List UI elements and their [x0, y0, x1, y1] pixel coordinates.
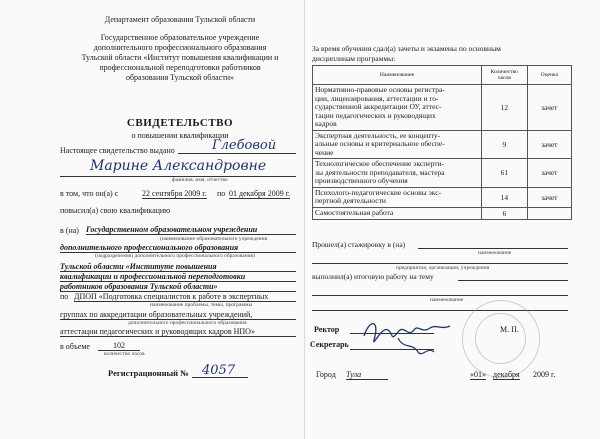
reg-number-handwritten: 4057: [202, 363, 236, 378]
seal-place: М. П.: [500, 325, 519, 334]
discipline-hours: 6: [482, 207, 527, 219]
discipline-name-line: Самостоятельная работа: [315, 207, 394, 217]
secretary-label: Секретарь: [310, 340, 349, 349]
internship-caption-2: предприятия, организации, учреждения: [396, 265, 490, 271]
reg-label: Регистрационный №: [108, 368, 189, 378]
header-mark: Оценка: [527, 66, 571, 85]
final-work-line-1: [458, 280, 568, 281]
institution-header-1: Государственное образовательное учреждение: [100, 33, 260, 42]
discipline-name: [313, 85, 482, 131]
internship-line-2: [312, 263, 568, 264]
institution-header-3: Тульской области «Институт повышения квалификации и: [81, 53, 279, 62]
discipline-mark: [527, 207, 571, 219]
program-line-1: ДПОП «Подготовка специалистов к работе в экспертных: [74, 292, 296, 302]
date-to: 01 декабря 2009 г.: [229, 189, 291, 198]
discipline-name-line: Нормативно-правовые основы регистра-: [315, 85, 445, 94]
surname-line: [178, 153, 296, 154]
certificate-subtitle: о повышении квалификации: [131, 131, 229, 140]
date-month: декабря: [493, 370, 520, 379]
date-from: 22 сентября 2009 г.: [142, 189, 207, 198]
exams-intro-2: дисциплинам программы:: [312, 54, 396, 63]
table-row: [313, 207, 572, 219]
improved-label: повысил(а) свою квалификацию: [60, 206, 171, 215]
city-value: Тула: [346, 370, 388, 380]
discipline-name-line: сударственной аккредитации ОУ, аттес-: [315, 102, 442, 111]
discipline-name-line: Технологическое обеспечение эксперти-: [315, 159, 445, 168]
volume-value: 102: [98, 341, 140, 351]
discipline-name-line: зы деятельности преподавателя, мастера: [315, 167, 445, 177]
discipline-name-line: Экспертная деятельность, ее концепту-: [315, 130, 441, 140]
program-caption-2: дополнительного профессионального образования: [128, 320, 247, 326]
discipline-name-line: производственного обучения: [315, 176, 408, 185]
institution-caption-1: (наименование образовательного учреждения: [160, 236, 268, 242]
discipline-name-line: чение: [315, 147, 334, 157]
institution-header-2: дополнительного профессионального образования: [93, 43, 267, 52]
internship-line-1: [418, 248, 568, 249]
internship-caption: наименование: [478, 250, 512, 256]
exams-intro-1: За время обучения сдал(а) зачеты и экзамены по основным: [312, 44, 501, 53]
discipline-name: [313, 207, 482, 219]
institution-header-5: образования Тульской области»: [125, 73, 235, 82]
surname-handwritten: Глебовой: [212, 138, 277, 153]
table-row: [313, 187, 572, 207]
institution-caption-2: (подразделения) дополнительного профессионального образования): [95, 253, 255, 259]
institution-line-2: дополнительного профессионального образования: [60, 243, 296, 253]
discipline-hours: 12: [482, 85, 527, 131]
date-day: «01»: [470, 370, 486, 379]
discipline-name-line: Психолого-педагогические основы экс-: [315, 187, 442, 197]
discipline-name: [313, 187, 482, 207]
institution-line-1: Государственном образовательном учреждении: [86, 225, 296, 235]
discipline-mark: зачет: [527, 187, 571, 207]
program-line-3: аттестации педагогических и руководящих кадров НПО»: [60, 327, 296, 337]
date-year: 2009 г.: [533, 370, 556, 379]
institution-line-5: работников образования Тульской области»: [60, 282, 296, 292]
institution-line-3: Тульской области «Институте повышения: [60, 262, 296, 272]
institution-line-4: квалификации и профессиональной переподготовки: [60, 272, 296, 282]
discipline-hours: 14: [482, 187, 527, 207]
city-label: Город: [316, 370, 336, 379]
issued-to-label: Настоящее свидетельство выдано: [60, 146, 175, 155]
rector-signature: [358, 312, 458, 362]
discipline-name-line: альные основы и критериальное обеспе-: [315, 139, 445, 148]
table-header-row: [313, 66, 572, 85]
disciplines-table: [312, 65, 572, 220]
discipline-mark: зачет: [527, 159, 571, 188]
discipline-name: [313, 159, 482, 188]
volume-label: в объеме: [60, 342, 90, 351]
department-name: Департамент образования Тульской области: [104, 15, 256, 24]
official-stamp: [462, 300, 540, 378]
final-work-line-3: [312, 310, 568, 311]
fio-caption: фамилия, имя, отчество: [172, 177, 228, 183]
volume-caption: количество часов: [104, 351, 145, 357]
given-names-handwritten: Марине Александровне: [90, 158, 267, 174]
discipline-hours: 9: [482, 130, 527, 159]
final-work-caption: наименование: [430, 297, 464, 303]
header-hours: Количество часов: [482, 66, 527, 85]
rector-label: Ректор: [314, 325, 340, 334]
period-label-from: в том, что он(а) с: [60, 189, 119, 198]
discipline-name-line: ции, лицензирования, аттестации и го-: [315, 93, 439, 103]
table-row: [313, 85, 572, 131]
discipline-name: [313, 130, 482, 159]
discipline-name-line: пертной деятельности: [315, 196, 386, 205]
table-row: [313, 130, 572, 159]
final-work-line-2: [312, 295, 568, 296]
program-line-2: группах по аккредитации образовательных учреждений,: [60, 310, 296, 320]
final-work-label: выполнил(а) итоговую работу на тему: [312, 272, 434, 281]
program-caption: наименование проблемы, темы, программы: [150, 302, 253, 308]
discipline-name-line: кадров: [315, 119, 337, 128]
discipline-hours: 61: [482, 159, 527, 188]
discipline-name-line: тации педагогических и руководящих: [315, 110, 436, 120]
certificate-title: СВИДЕТЕЛЬСТВО: [126, 117, 234, 129]
period-label-to: по: [217, 189, 226, 198]
page-fold: [304, 0, 305, 439]
discipline-mark: зачет: [527, 130, 571, 159]
in-label: в (на): [60, 226, 79, 235]
discipline-mark: зачет: [527, 85, 571, 131]
table-row: [313, 159, 572, 188]
internship-label: Прошел(а) стажировку в (на): [312, 240, 406, 249]
header-name: Наименование: [313, 66, 482, 85]
program-label: по: [60, 292, 69, 301]
institution-header-4: профессиональной переподготовки работников: [99, 63, 261, 72]
